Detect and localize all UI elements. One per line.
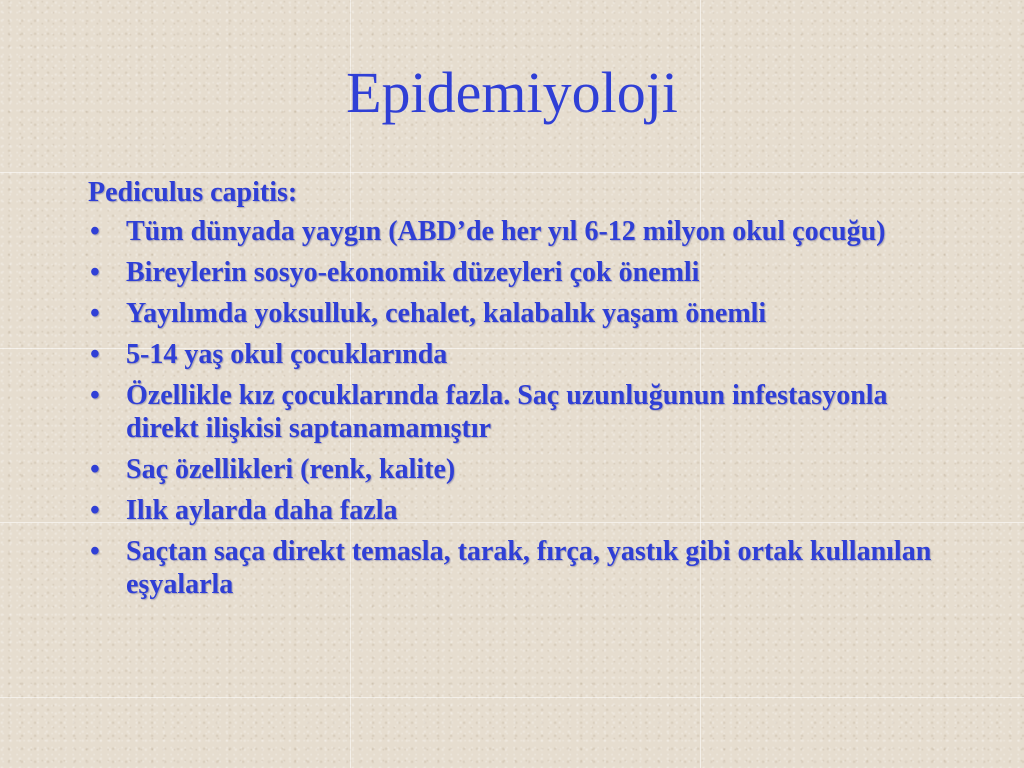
bullet-icon: • bbox=[90, 454, 100, 485]
bullet-icon: • bbox=[90, 536, 100, 567]
background-tile-line bbox=[0, 697, 1024, 698]
list-item bbox=[88, 453, 948, 486]
list-item bbox=[88, 297, 948, 330]
list-item bbox=[88, 535, 948, 601]
list-item-text: Özellikle kız çocuklarında fazla. Saç uzunluğunun infestasyonla direkt ilişkisi saptanamamıştır bbox=[126, 380, 888, 444]
slide-title: Epidemiyoloji bbox=[346, 60, 678, 125]
list-item-text: Saç özellikleri (renk, kalite) bbox=[126, 454, 456, 485]
bullet-icon: • bbox=[90, 298, 100, 329]
bullet-icon: • bbox=[90, 495, 100, 526]
list-item-text: Saçtan saça direkt temasla, tarak, fırça, yastık gibi ortak kullanılan eşyalarla bbox=[126, 536, 932, 600]
list-item bbox=[88, 338, 948, 371]
list-item bbox=[88, 215, 948, 248]
list-item bbox=[88, 256, 948, 289]
list-item bbox=[88, 379, 948, 445]
list-item-text: Tüm dünyada yaygın (ABD’de her yıl 6-12 milyon okul çocuğu) bbox=[126, 216, 886, 247]
background-tile-line bbox=[0, 172, 1024, 173]
bullet-icon: • bbox=[90, 257, 100, 288]
slide-body bbox=[88, 176, 948, 609]
bullet-list bbox=[88, 215, 948, 601]
list-item bbox=[88, 494, 948, 527]
lead-text: Pediculus capitis: bbox=[88, 177, 298, 208]
list-item-text: Ilık aylarda daha fazla bbox=[126, 495, 398, 526]
list-item-text: Bireylerin sosyo-ekonomik düzeyleri çok önemli bbox=[126, 257, 700, 288]
bullet-icon: • bbox=[90, 216, 100, 247]
list-item-text: Yayılımda yoksulluk, cehalet, kalabalık yaşam önemli bbox=[126, 298, 767, 329]
list-item-text: 5-14 yaş okul çocuklarında bbox=[126, 339, 448, 370]
bullet-icon: • bbox=[90, 339, 100, 370]
bullet-icon: • bbox=[90, 380, 100, 411]
